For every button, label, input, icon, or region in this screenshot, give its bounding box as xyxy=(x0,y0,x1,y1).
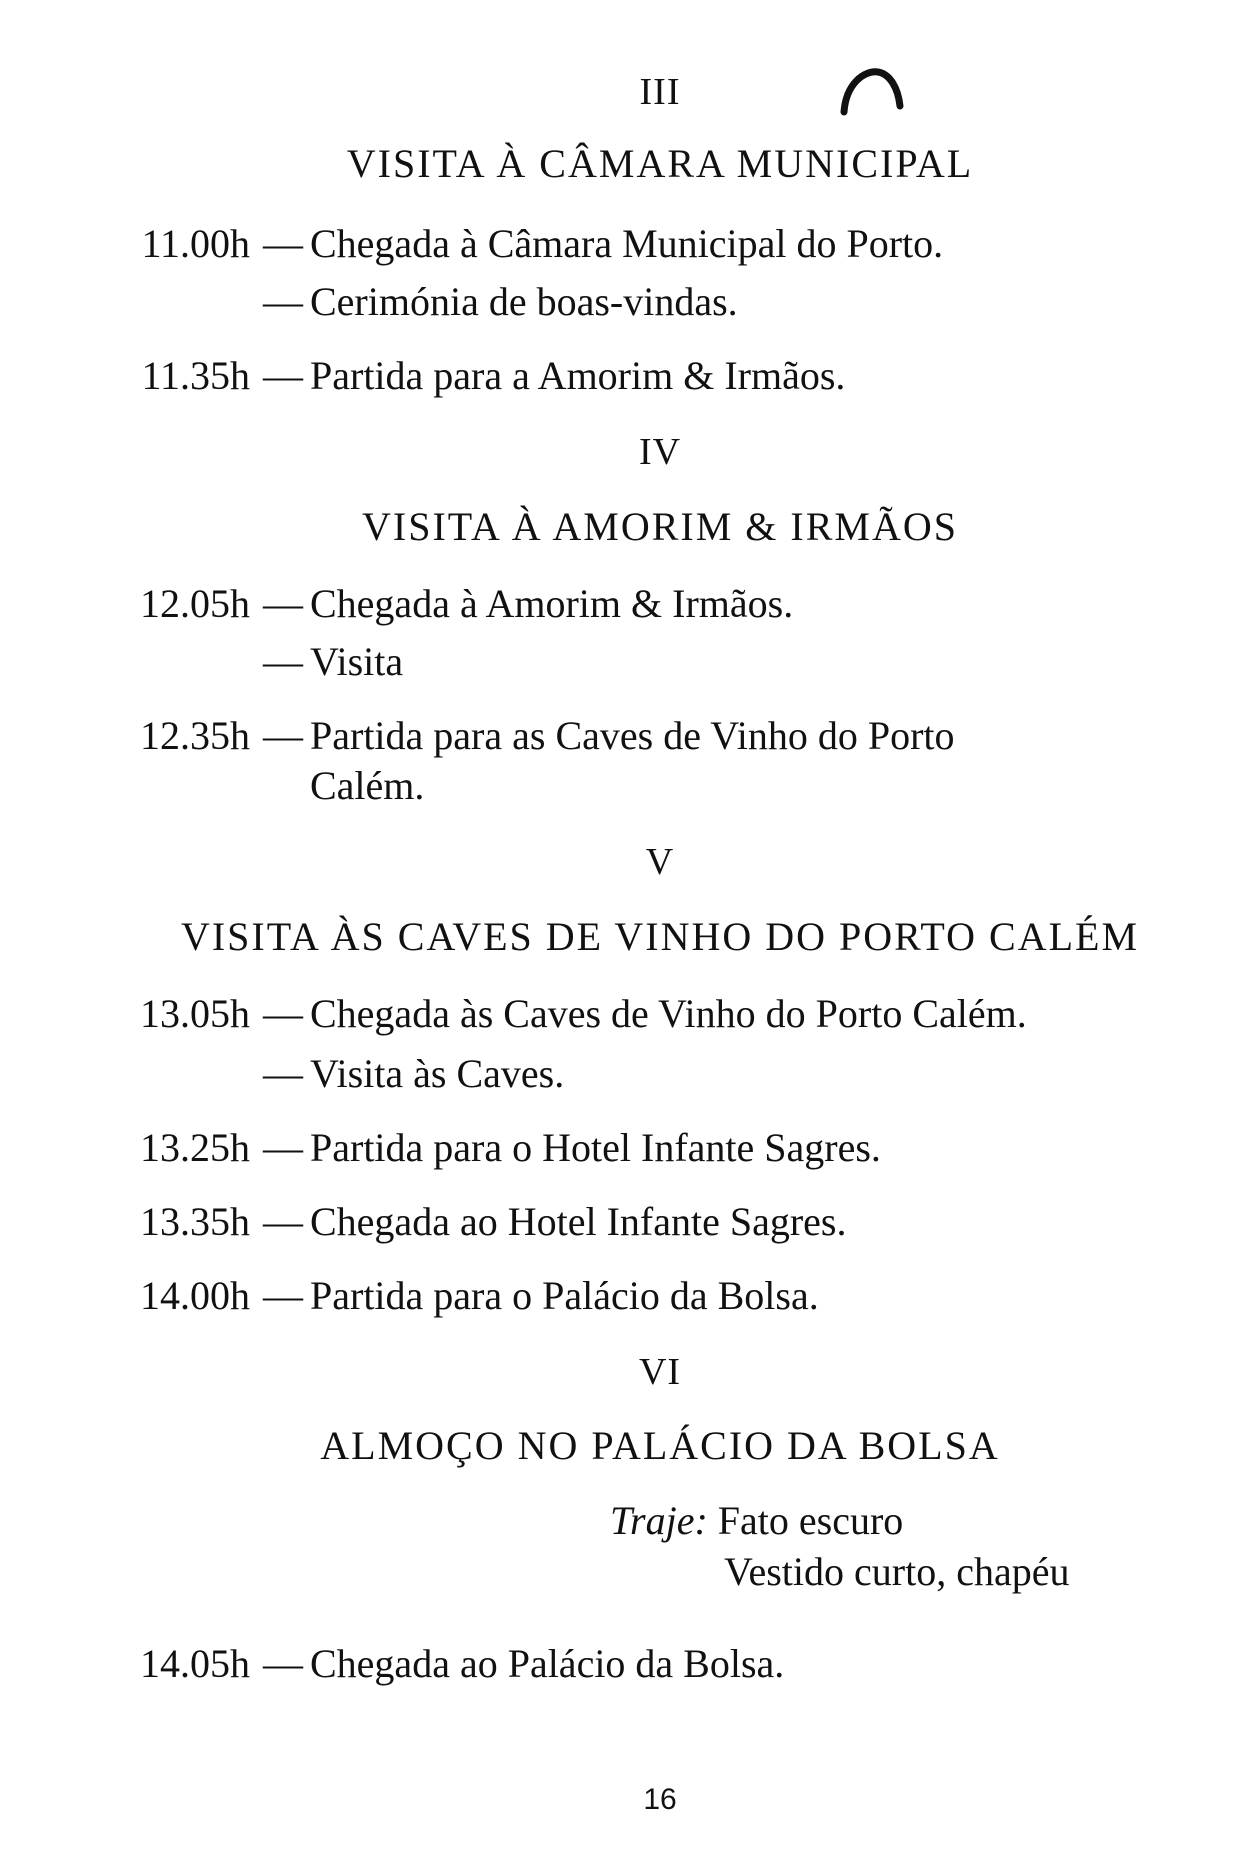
entry-dash: — xyxy=(263,581,303,626)
entry-text: Chegada ao Palácio da Bolsa. xyxy=(310,1641,785,1686)
entry-time: 12.35h xyxy=(140,713,250,758)
entry-time: 13.35h xyxy=(140,1199,250,1244)
dress-code-women: Vestido curto, chapéu xyxy=(724,1549,1070,1594)
entry-continuation: Calém. xyxy=(310,763,425,808)
entry-text: Chegada ao Hotel Infante Sagres. xyxy=(310,1199,847,1244)
entry-time: 11.00h xyxy=(141,221,250,266)
entry-time: 11.35h xyxy=(141,353,250,398)
entry-time: 13.25h xyxy=(140,1125,250,1170)
dress-code-label: Traje: xyxy=(610,1498,708,1543)
entry-time: 13.05h xyxy=(140,991,250,1036)
entry-dash: — xyxy=(263,713,303,758)
dress-code-men: Fato escuro xyxy=(717,1498,904,1543)
entry-text: Partida para as Caves de Vinho do Porto xyxy=(310,713,955,758)
section-numeral: V xyxy=(645,841,675,883)
dress-code-line1 xyxy=(610,1497,903,1545)
entry-time: 12.05h xyxy=(140,581,250,626)
entry-text: Partida para o Palácio da Bolsa. xyxy=(310,1273,819,1318)
section-numeral: IV xyxy=(638,431,682,473)
entry-text: Chegada à Amorim & Irmãos. xyxy=(310,581,794,626)
section-title: VISITA À CÂMARA MUNICIPAL xyxy=(346,141,974,186)
section-title: VISITA À AMORIM & IRMÃOS xyxy=(362,504,958,549)
entry-dash: — xyxy=(263,1273,303,1318)
section-title: ALMOÇO NO PALÁCIO DA BOLSA xyxy=(320,1423,1000,1468)
entry-text: Cerimónia de boas-vindas. xyxy=(310,279,738,324)
section-numeral: III xyxy=(639,71,681,113)
entry-text: Visita xyxy=(310,639,404,684)
entry-dash: — xyxy=(263,639,303,684)
entry-dash: — xyxy=(263,1051,303,1096)
entry-time: 14.05h xyxy=(140,1641,250,1686)
entry-text: Partida para a Amorim & Irmãos. xyxy=(310,353,846,398)
entry-dash: — xyxy=(263,353,303,398)
section-title: VISITA ÀS CAVES DE VINHO DO PORTO CALÉM xyxy=(180,914,1140,959)
entry-dash: — xyxy=(263,279,303,324)
page-number: 16 xyxy=(643,1783,677,1816)
section-numeral: VI xyxy=(638,1351,682,1393)
entry-time: 14.00h xyxy=(140,1273,250,1318)
entry-text: Visita às Caves. xyxy=(310,1051,565,1096)
entry-text: Chegada às Caves de Vinho do Porto Calém. xyxy=(310,991,1027,1036)
entry-text: Chegada à Câmara Municipal do Porto. xyxy=(310,221,944,266)
entry-dash: — xyxy=(263,221,303,266)
entry-dash: — xyxy=(263,991,303,1036)
entry-text: Partida para o Hotel Infante Sagres. xyxy=(310,1125,881,1170)
entry-dash: — xyxy=(263,1199,303,1244)
entry-dash: — xyxy=(263,1641,303,1686)
entry-dash: — xyxy=(263,1125,303,1170)
